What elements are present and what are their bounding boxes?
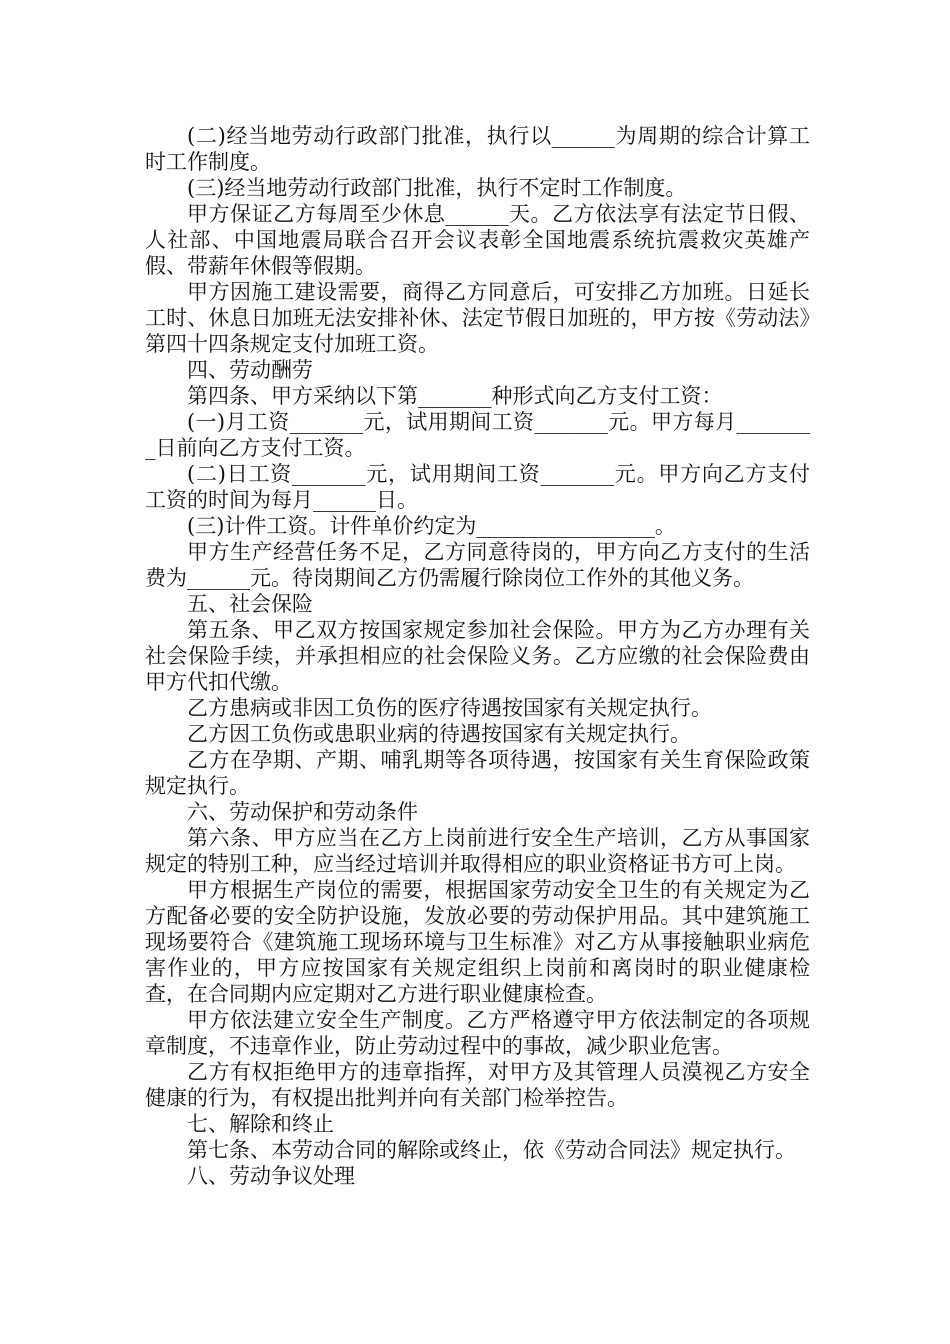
paragraph: (一)月工资_______元，试用期间工资_______元。甲方每月________日前向乙方支付工资。 <box>145 410 810 460</box>
paragraph: 甲方根据生产岗位的需要，根据国家劳动安全卫生的有关规定为乙方配备必要的安全防护设施，发放必要的劳动保护用品。其中建筑施工现场要符合《建筑施工现场环境与卫生标准》对乙方从事接触职业病危害作业的，甲方应按国家有关规定组织上岗前和离岗时的职业健康检查，在合同期内应定期对乙方进行职业健康检查。 <box>145 878 810 1006</box>
section-heading: 六、劳动保护和劳动条件 <box>187 800 418 824</box>
paragraph: 第七条、本劳动合同的解除或终止，依《劳动合同法》规定执行。 <box>187 1138 796 1162</box>
document-body <box>145 123 810 1189</box>
section-heading: 四、劳动酬劳 <box>187 358 313 382</box>
paragraph: (二)日工资_______元，试用期间工资_______元。甲方向乙方支付工资的时间为每月______日。 <box>145 462 810 512</box>
paragraph: 甲方生产经营任务不足，乙方同意待岗的，甲方向乙方支付的生活费为______元。待岗期间乙方仍需履行除岗位工作外的其他义务。 <box>145 540 810 590</box>
paragraph: 第五条、甲乙双方按国家规定参加社会保险。甲方为乙方办理有关社会保险手续，并承担相应的社会保险义务。乙方应缴的社会保险费由甲方代扣代缴。 <box>145 618 810 694</box>
paragraph: 甲方保证乙方每周至少休息______天。乙方依法享有法定节日假、人社部、中国地震局联合召开会议表彰全国地震系统抗震救灾英雄产假、带薪年休假等假期。 <box>145 202 810 278</box>
paragraph: (三)计件工资。计件单价约定为_________________。 <box>187 514 676 538</box>
paragraph: (三)经当地劳动行政部门批准，执行不定时工作制度。 <box>187 176 687 200</box>
paragraph: 第六条、甲方应当在乙方上岗前进行安全生产培训，乙方从事国家规定的特别工种，应当经过培训并取得相应的职业资格证书方可上岗。 <box>145 826 810 876</box>
paragraph: 乙方有权拒绝甲方的违章指挥，对甲方及其管理人员漠视乙方安全健康的行为，有权提出批判并向有关部门检举控告。 <box>145 1060 810 1110</box>
section-heading: 七、解除和终止 <box>187 1112 334 1136</box>
paragraph: 甲方依法建立安全生产制度。乙方严格遵守甲方依法制定的各项规章制度，不违章作业，防止劳动过程中的事故，减少职业危害。 <box>145 1008 810 1058</box>
paragraph: 乙方患病或非因工负伤的医疗待遇按国家有关规定执行。 <box>187 696 712 720</box>
paragraph: (二)经当地劳动行政部门批准，执行以______为周期的综合计算工时工作制度。 <box>145 124 810 174</box>
paragraph: 乙方因工负伤或患职业病的待遇按国家有关规定执行。 <box>187 722 691 746</box>
paragraph: 乙方在孕期、产期、哺乳期等各项待遇，按国家有关生育保险政策规定执行。 <box>145 748 810 798</box>
section-heading: 五、社会保险 <box>187 592 313 616</box>
section-heading: 八、劳动争议处理 <box>187 1164 355 1188</box>
paragraph: 甲方因施工建设需要，商得乙方同意后，可安排乙方加班。日延长工时、休息日加班无法安排补休、法定节假日加班的，甲方按《劳动法》第四十四条规定支付加班工资。 <box>145 280 810 356</box>
paragraph: 第四条、甲方采纳以下第_______种形式向乙方支付工资： <box>187 384 723 408</box>
